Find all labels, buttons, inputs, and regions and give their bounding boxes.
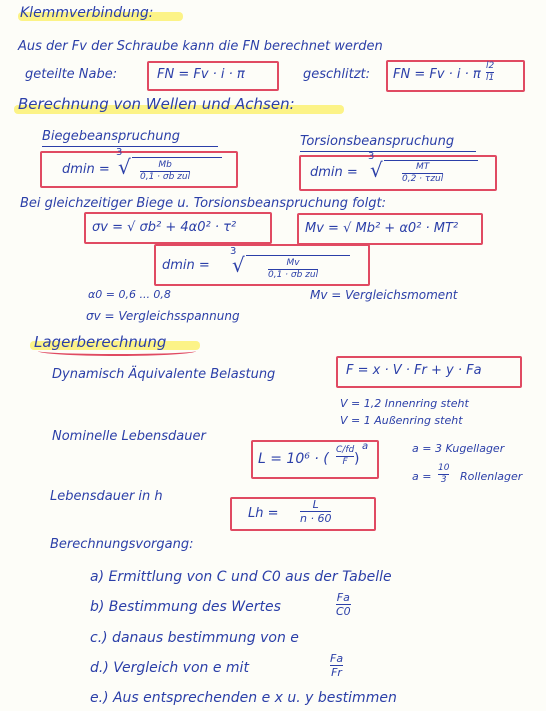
L-exp: a bbox=[362, 441, 369, 452]
biege-den: 0,1 · σb zul bbox=[140, 172, 191, 182]
lh-num: L bbox=[312, 498, 319, 511]
sigma-def: σv = Vergleichsspannung bbox=[86, 309, 240, 323]
biege-fraction bbox=[140, 161, 190, 182]
sigma-v-formula: σv = √ σb² + 4α0² · τ² bbox=[92, 220, 237, 235]
a-roller-den: 3 bbox=[440, 475, 447, 485]
procedure-label: Berechnungsvorgang: bbox=[50, 537, 194, 552]
step-d-den: Fr bbox=[331, 666, 342, 679]
step-b-den: C0 bbox=[336, 605, 351, 618]
a-ball: a = 3 Kugellager bbox=[412, 442, 505, 455]
L-fraction bbox=[336, 446, 354, 467]
step-b: b) Bestimmung des Wertes bbox=[90, 599, 281, 615]
biege-num: Mb bbox=[158, 160, 172, 170]
L-close-paren: ) bbox=[354, 451, 360, 467]
combined-text: Bei gleichzeitiger Biege u. Torsionsbeanspruchung folgt: bbox=[20, 196, 386, 211]
biege-root-index: 3 bbox=[116, 147, 123, 158]
lh-label: Lebensdauer in h bbox=[50, 489, 163, 504]
a-roller-fraction bbox=[438, 464, 449, 485]
geschlitzt-num: l2 bbox=[486, 61, 495, 71]
biege-underline bbox=[42, 146, 218, 147]
L-formula-lhs: L = 10⁶ · ( bbox=[258, 451, 329, 467]
torsion-fraction bbox=[402, 163, 443, 184]
geschlitzt-label: geschlitzt: bbox=[303, 67, 371, 82]
root-vinculum bbox=[384, 160, 478, 161]
torsion-label: Torsionsbeanspruchung bbox=[300, 134, 455, 149]
dmin2-fraction bbox=[268, 259, 318, 280]
root-vinculum bbox=[132, 157, 222, 158]
step-b-fraction bbox=[336, 592, 351, 617]
wellen-heading: Berechnung von Wellen und Achsen: bbox=[18, 95, 295, 113]
root-sign: √ bbox=[370, 158, 383, 182]
geschlitzt-fraction bbox=[486, 62, 494, 83]
lh-den: n · 60 bbox=[300, 512, 332, 525]
step-e: e.) Aus entsprechenden e x u. y bestimmen bbox=[90, 690, 397, 706]
nom-label: Nominelle Lebensdauer bbox=[52, 429, 206, 444]
L-den: F bbox=[342, 457, 348, 467]
torsion-num: MT bbox=[415, 162, 430, 172]
step-a: a) Ermittlung von C und C0 aus der Tabelle bbox=[90, 569, 392, 585]
lager-heading: Lagerberechnung bbox=[34, 333, 167, 351]
geschlitzt-formula: FN = Fv · i · π bbox=[393, 67, 481, 82]
mv-def: Mv = Vergleichsmoment bbox=[310, 288, 458, 302]
dmin2-num: Mv bbox=[286, 258, 300, 268]
biege-lhs: dmin = bbox=[62, 162, 110, 177]
a-roller-num: 10 bbox=[438, 463, 450, 473]
v-inner: V = 1,2 Innenring steht bbox=[340, 397, 469, 410]
torsion-root-index: 3 bbox=[368, 151, 375, 162]
dyn-label: Dynamisch Äquivalente Belastung bbox=[52, 367, 276, 382]
step-b-num: Fa bbox=[336, 591, 350, 604]
step-d: d.) Vergleich von e mit bbox=[90, 660, 249, 676]
root-sign: √ bbox=[232, 253, 245, 277]
a-roller-text: Rollenlager bbox=[460, 470, 523, 483]
lh-lhs: Lh = bbox=[248, 506, 279, 521]
step-d-num: Fa bbox=[330, 652, 344, 665]
geteilte-formula: FN = Fv · i · π bbox=[157, 67, 245, 82]
v-outer: V = 1 Außenring steht bbox=[340, 414, 463, 427]
torsion-underline bbox=[300, 151, 476, 152]
biege-label: Biegebeanspruchung bbox=[42, 129, 180, 144]
L-num: C/fd bbox=[336, 445, 355, 455]
dmin2-lhs: dmin = bbox=[162, 258, 210, 273]
lh-fraction bbox=[300, 499, 331, 524]
a-roller-pre: a = bbox=[412, 470, 432, 483]
geschlitzt-den: l1 bbox=[486, 73, 495, 83]
step-d-fraction bbox=[330, 653, 343, 678]
klemm-intro: Aus der Fv der Schraube kann die FN berechnet werden bbox=[18, 39, 383, 54]
step-c: c.) danaus bestimmung von e bbox=[90, 630, 299, 646]
dmin2-den: 0,1 · σb zul bbox=[268, 270, 319, 280]
dyn-formula: F = x · V · Fr + y · Fa bbox=[346, 363, 482, 378]
torsion-lhs: dmin = bbox=[310, 165, 358, 180]
geteilte-label: geteilte Nabe: bbox=[25, 67, 118, 82]
root-sign: √ bbox=[118, 155, 131, 179]
torsion-den: 0,2 · τzul bbox=[402, 174, 444, 184]
alpha-range: α0 = 0,6 ... 0,8 bbox=[88, 288, 171, 301]
dmin2-root-index: 3 bbox=[230, 246, 237, 257]
mv-formula: Mv = √ Mb² + α0² · MT² bbox=[305, 221, 459, 236]
root-vinculum bbox=[246, 255, 350, 256]
klemm-heading: Klemmverbindung: bbox=[20, 5, 154, 21]
